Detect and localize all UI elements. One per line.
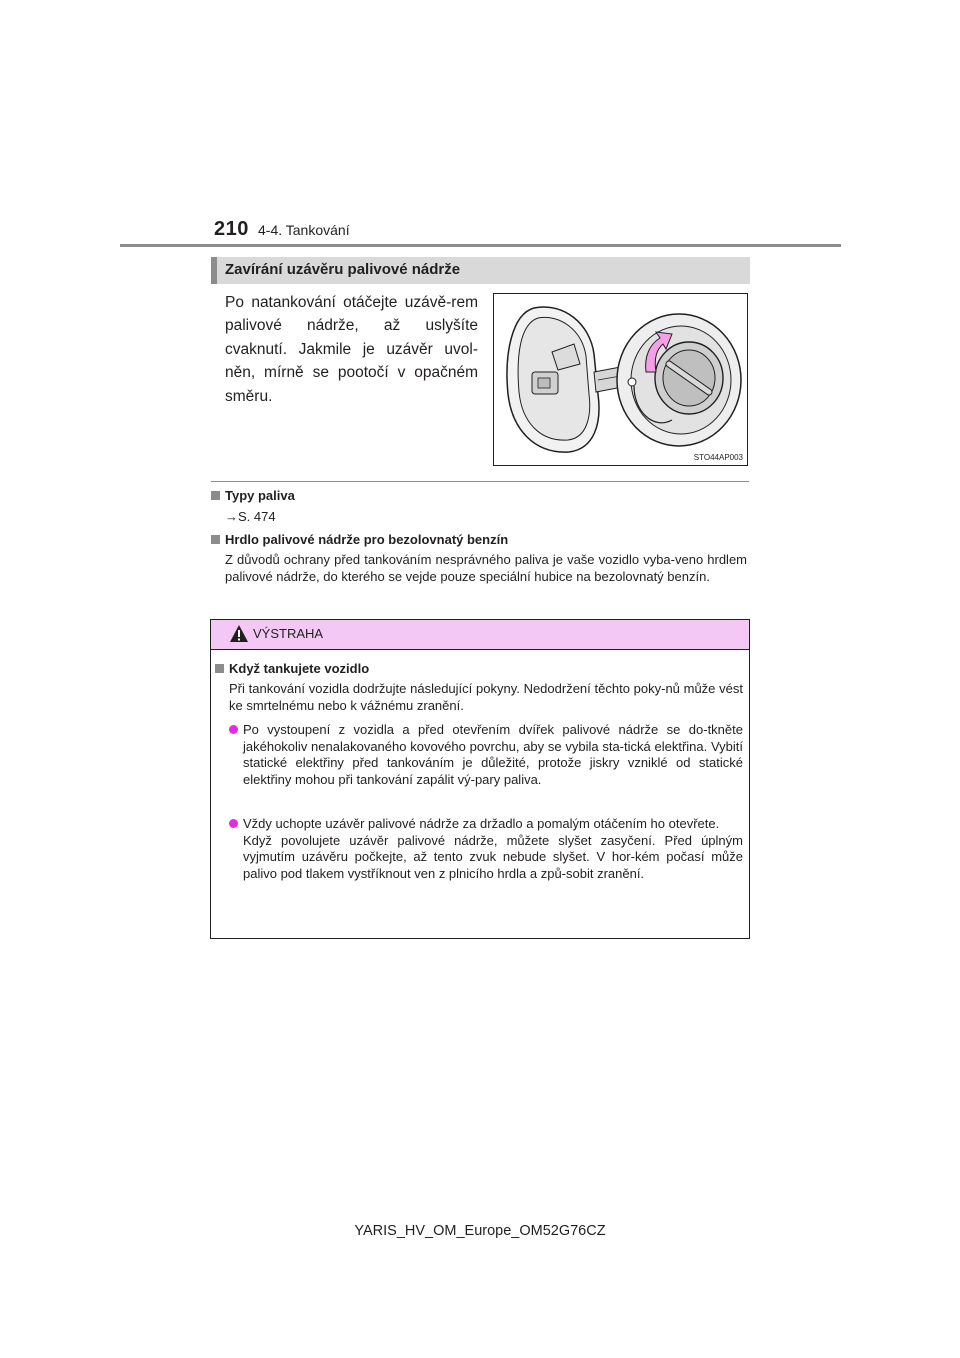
info-heading [211,532,747,547]
info-heading-text: Hrdlo palivové nádrže pro bezolovnatý benzín [225,532,509,547]
info-body: Z důvodů ochrany před tankováním nesprávného paliva je vaše vozidlo vyba-veno hrdlem palivové nádrže, do kterého se vejde pouze speciální hubice na bezolovnatý benzín. [225,552,747,584]
warning-heading-text: Když tankujete vozidlo [229,661,370,676]
page-number: 210 [214,218,249,240]
square-bullet-icon [215,664,224,673]
section-title: Zavírání uzávěru palivové nádrže [225,261,461,278]
warning-bullet-text: Vždy uchopte uzávěr palivové nádrže za držadlo a pomalým otáčením ho otevřete. Když povolujete uzávěr palivové nádrže, můžete slyšet zasyčení. Před úplným vyjmutím uzávěru počkejte, až tento zvuk nebude slyšet. V hor-kém počasí může palivo pod tlakem vystříknout ven z plnicího hrdla a způ-sobit zranění. [243,816,743,881]
pink-bullet-icon [229,819,238,828]
info-filler-neck [211,532,747,585]
info-fuel-types [211,488,747,526]
warning-label: VÝSTRAHA [253,626,324,641]
section-title-accent [211,257,217,284]
warning-heading [215,661,745,676]
document-footer-code: YARIS_HV_OM_Europe_OM52G76CZ [354,1223,606,1239]
fuel-door-drawing [494,294,749,467]
square-bullet-icon [211,535,220,544]
chapter-title: 4-4. Tankování [258,222,350,238]
section-divider [211,481,749,482]
square-bullet-icon [211,491,220,500]
warning-box [210,619,750,939]
warning-content [215,661,745,714]
warning-bullet-item [229,816,743,882]
pink-bullet-icon [229,725,238,734]
warning-header [211,620,749,650]
warning-bullet-item [229,722,743,788]
info-heading-text: Typy paliva [225,488,295,503]
fuel-cap-illustration [493,293,748,466]
warning-bullet-text: Po vystoupení z vozidla a před otevřením dvířek palivové nádrže se do-tkněte jakéhokoliv nenalakovaného kovového povrchu, aby se vybila sta-tická elektřina. Vybití statické elektřiny před tankováním je důležité, protože jiskry vzniklé od statické elektřiny mohou při tankování zapálit vý-pary paliva. [243,722,743,787]
figure-code: STO44AP003 [693,453,743,462]
section-title-bar [211,257,750,284]
page-reference-link[interactable]: →S. 474 [225,509,276,524]
header-divider [120,244,841,247]
info-heading [211,488,747,503]
warning-intro: Při tankování vozidla dodržujte následující pokyny. Nedodržení těchto poky-nů může vést ke smrtelnému nebo k vážnému zranění. [229,681,743,713]
warning-triangle-icon [229,624,249,643]
intro-paragraph: Po natankování otáčejte uzávě-rem palivové nádrže, až uslyšíte cvaknutí. Jakmile je uzávěr uvol-něn, mírně se pootočí v opačném směru. [225,294,478,405]
